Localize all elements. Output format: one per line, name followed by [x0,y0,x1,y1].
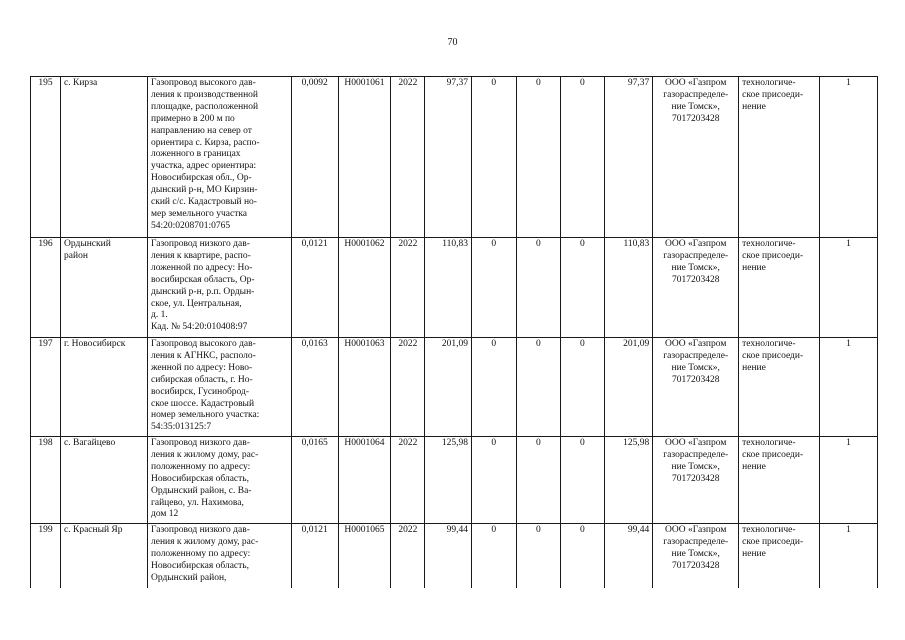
settlement: с. Вагайцево [61,437,148,524]
cost-total: 125,98 [604,437,653,524]
cost-total: 201,09 [604,338,653,437]
object-description: Газопровод высокого дав- ления к производственной площадке, расположенной примерно в 200 м по направлению на север от ориентира с. Кирза, распо- ложенного в границах участка, адрес ориентира: Новосибирская обл., Ор- дынский р-н, МО Кирзин- ский с/с. Кадастровый но- мер земельного участка 54:20:0208701:0765 [147,77,291,238]
table-row [31,524,878,588]
cost-total: 110,83 [604,238,653,338]
cost-value: 0 [472,77,517,238]
settlement: г. Новосибирск [61,338,148,437]
cost-value: 0 [516,524,561,588]
cost-value: 0 [516,338,561,437]
table-row [31,238,878,338]
cost-value: 97,37 [425,77,472,238]
pipeline-length: 0,0121 [291,238,338,338]
year: 2022 [391,77,425,238]
inventory-code: Н0001061 [338,77,391,238]
object-description: Газопровод низкого дав- ления к жилому дому, рас- положенному по адресу: Новосибирская область, Ордынский район, [147,524,291,588]
pipeline-length: 0,0092 [291,77,338,238]
purpose: технологиче- ское присоеди- нение [739,338,820,437]
object-count: 1 [819,238,877,338]
cost-value: 201,09 [425,338,472,437]
cost-value: 0 [472,338,517,437]
cost-value: 0 [561,238,604,338]
object-count: 1 [819,338,877,437]
cost-value: 0 [561,437,604,524]
inventory-code: Н0001065 [338,524,391,588]
gas-pipeline-register-table [30,76,878,588]
owner-organization: ООО «Газпром газораспределе- ние Томск», 7017203428 [653,437,739,524]
row-number: 198 [31,437,61,524]
cost-value: 0 [561,77,604,238]
table-row [31,437,878,524]
object-count: 1 [819,437,877,524]
owner-organization: ООО «Газпром газораспределе- ние Томск», 7017203428 [653,524,739,588]
purpose: технологиче- ское присоеди- нение [739,238,820,338]
pipeline-length: 0,0121 [291,524,338,588]
year: 2022 [391,437,425,524]
cost-value: 0 [516,77,561,238]
row-number: 196 [31,238,61,338]
inventory-code: Н0001064 [338,437,391,524]
object-count: 1 [819,524,877,588]
cost-value: 0 [472,437,517,524]
object-description: Газопровод низкого дав- ления к жилому дому, рас- положенному по адресу: Новосибирская область, Ордынский район, с. Ва- гайцево, ул. Нахимова, дом 12 [147,437,291,524]
row-number: 199 [31,524,61,588]
year: 2022 [391,524,425,588]
year: 2022 [391,338,425,437]
cost-value: 125,98 [425,437,472,524]
object-description: Газопровод высокого дав- ления к АГНКС, располо- женной по адресу: Ново- сибирская область, г. Но- восибирск, Гусиноброд- ское шоссе. Кадастровый номер земельного участка: 54:35:013125:7 [147,338,291,437]
object-count: 1 [819,77,877,238]
cost-value: 0 [561,524,604,588]
cost-value: 110,83 [425,238,472,338]
cost-value: 0 [516,238,561,338]
row-number: 197 [31,338,61,437]
cost-value: 0 [472,524,517,588]
pipeline-length: 0,0163 [291,338,338,437]
settlement: Ордынский район [61,238,148,338]
row-number: 195 [31,77,61,238]
owner-organization: ООО «Газпром газораспределе- ние Томск», 7017203428 [653,338,739,437]
table-row [31,338,878,437]
pipeline-length: 0,0165 [291,437,338,524]
cost-value: 0 [472,238,517,338]
settlement: с. Красный Яр [61,524,148,588]
settlement: с. Кирза [61,77,148,238]
inventory-code: Н0001062 [338,238,391,338]
purpose: технологиче- ское присоеди- нение [739,524,820,588]
cost-total: 99,44 [604,524,653,588]
owner-organization: ООО «Газпром газораспределе- ние Томск», 7017203428 [653,77,739,238]
cost-total: 97,37 [604,77,653,238]
page-number: 70 [447,37,458,48]
year: 2022 [391,238,425,338]
object-description: Газопровод низкого дав- ления к квартире, распо- ложенной по адресу: Но- восибирская область, Ор- дынский р-н, р.п. Ордын- ское, ул. Центральная, д. 1. Кад. № 54:20:010408:97 [147,238,291,338]
purpose: технологиче- ское присоеди- нение [739,77,820,238]
cost-value: 99,44 [425,524,472,588]
table-row [31,77,878,238]
inventory-code: Н0001063 [338,338,391,437]
cost-value: 0 [561,338,604,437]
purpose: технологиче- ское присоеди- нение [739,437,820,524]
cost-value: 0 [516,437,561,524]
owner-organization: ООО «Газпром газораспределе- ние Томск», 7017203428 [653,238,739,338]
